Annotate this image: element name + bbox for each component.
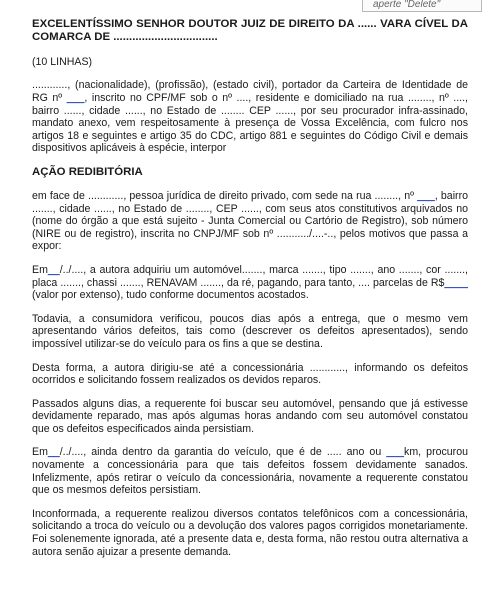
purchase-text-1: Em bbox=[32, 263, 48, 276]
delete-hint-text: aperte "Delete" bbox=[373, 0, 441, 10]
warranty-date-blank-field[interactable]: __ bbox=[47, 446, 60, 459]
warranty-text-3: km, procurou novamente a concessionária para que tais defeitos fossem devidamente sanados. Infelizmente, após retirar o veículo da concessionária, novamente a requerente constatou que os mesmos defeitos persistiam. bbox=[32, 446, 468, 497]
km-blank-field[interactable]: ___ bbox=[386, 446, 405, 459]
warranty-text-2: /../...., ainda dentro da garantia do veículo, que é de ..... ano ou bbox=[59, 446, 387, 459]
value-blank-field[interactable]: ____ bbox=[444, 276, 468, 289]
purchase-text-2: /../...., a autora adquiriu um automóvel......., marca ......., tipo ......., ano ......., cor ......., placa ......., chassi ......., RENAVAM ......., da ré, pagando, para tanto, .... parcelas de R$ bbox=[32, 263, 468, 289]
intro-text-1: ............, (nacionalidade), (profissão), (estado civil), portador da Carteira de Identidade de RG nº bbox=[32, 79, 468, 104]
party-text-2: , bairro ......., cidade ......, no Estado de ........, CEP ......, com seus atos constitutivos arquivados no (nome do órgão a que está sujeito - Junta Comercial ou Cartório de Registro), sob número (NIRE ou de registro), inscrita no CNPJ/MF sob nº .........../....-.., pelos motivos que passa a expor: bbox=[32, 189, 468, 253]
persist-paragraph: Passados alguns dias, a requerente foi buscar seu automóvel, pensando que já estivesse devidamente reparado, mas após algumas horas andando com seu automóvel constatou que os defeitos especificados ainda persistiam. bbox=[32, 397, 468, 435]
dealership-paragraph: Desta forma, a autora dirigiu-se até a concessionária ............, informando os defeitos ocorridos e solicitando fossem realizados os devidos reparos. bbox=[32, 361, 468, 387]
number-blank-field[interactable]: ___ bbox=[417, 189, 435, 202]
defects-paragraph: Todavia, a consumidora verificou, poucos dias após a entrega, que o mesmo vem apresentando vários defeitos, tais como (descrever os defeitos apresentados), sendo impossível utilizar-se do veículo para os fins a que se destina. bbox=[32, 312, 468, 350]
warranty-paragraph bbox=[32, 446, 468, 496]
purchase-date-blank-field[interactable]: __ bbox=[47, 263, 60, 276]
final-paragraph: Inconformada, a requerente realizou diversos contatos telefônicos com a concessionária, solicitando a troca do veículo ou a devolução dos valores pagos corrigidos monetariamente. Foi solenemente ignorada, até a presente data e, desta forma, não restou outra alternativa a autora senão ajuizar a presente demanda. bbox=[32, 507, 468, 558]
document-page bbox=[32, 18, 468, 569]
document-heading: EXCELENTÍSSIMO SENHOR DOUTOR JUIZ DE DIREITO DA ...... VARA CÍVEL DA COMARCA DE ................................. bbox=[32, 18, 468, 44]
section-title: AÇÃO REDIBITÓRIA bbox=[32, 165, 143, 178]
intro-paragraph bbox=[32, 79, 468, 155]
purchase-text-3: (valor por extenso), tudo conforme documentos acostados. bbox=[32, 289, 309, 302]
warranty-text-1: Em bbox=[32, 446, 48, 459]
party-paragraph bbox=[32, 190, 468, 253]
party-text-1: em face de ............, pessoa jurídica de direito privado, com sede na rua ........, nº bbox=[32, 189, 418, 202]
delete-hint-box bbox=[362, 0, 482, 12]
purchase-paragraph bbox=[32, 264, 468, 302]
lines-note: (10 LINHAS) bbox=[32, 55, 93, 68]
rg-blank-field[interactable]: ___ bbox=[66, 92, 85, 104]
intro-text-2: , inscrito no CPF/MF sob o nº ...., residente e domiciliado na rua ........, nº ...., bairro ......, cidade ......, no Estado de ........ CEP ......, por seu procurador infra-assinado, mandato anexo, vem respeitosamente à presença de Vossa Excelência, com fulcro nos artigos 18 e seguintes e artigo 35 do CDC, artigo 881 e seguintes do Código Civil e demais dispositivos aplicáveis à espécie, interpor bbox=[32, 92, 468, 155]
